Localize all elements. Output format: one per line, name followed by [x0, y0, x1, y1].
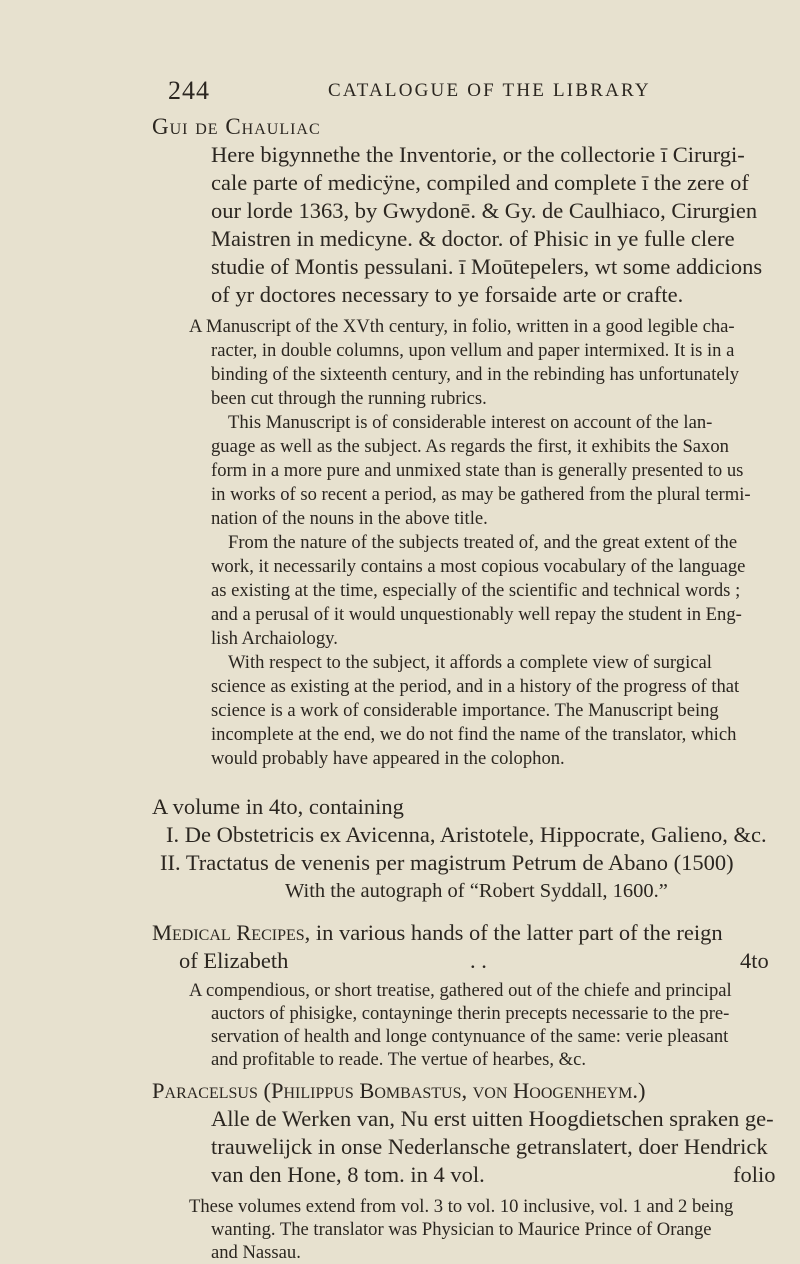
- description-line: and profitable to reade. The vertue of hearbes, &c.: [211, 1049, 586, 1070]
- description-line: and Nassau.: [211, 1242, 301, 1263]
- running-title: CATALOGUE OF THE LIBRARY: [328, 80, 651, 101]
- title-line: cale parte of medicÿne, compiled and complete ī the zere of: [211, 170, 749, 195]
- description-line: form in a more pure and unmixed state than is generally presented to us: [211, 460, 744, 481]
- description-line: lish Archaiology.: [211, 628, 338, 649]
- description-line: These volumes extend from vol. 3 to vol. 10 inclusive, vol. 1 and 2 being: [189, 1196, 734, 1217]
- content-item: II. Tractatus de venenis per magistrum Petrum de Abano (1500): [160, 850, 734, 875]
- entry-heading: Gui de Chauliac: [152, 114, 321, 139]
- format-label: folio: [733, 1162, 776, 1187]
- description-line: servation of health and longe contynuance of the same: verie pleasant: [211, 1026, 729, 1047]
- title-line: van den Hone, 8 tom. in 4 vol.: [211, 1162, 485, 1187]
- description-line: A compendious, or short treatise, gathered out of the chiefe and principal: [189, 980, 732, 1001]
- description-line: as existing at the time, especially of the scientific and technical words ;: [211, 580, 741, 601]
- description-line: incomplete at the end, we do not find the name of the translator, which: [211, 724, 737, 745]
- title-line: Alle de Werken van, Nu erst uitten Hoogdietschen spraken ge-: [211, 1106, 774, 1131]
- description-line: With respect to the subject, it affords a complete view of surgical: [228, 652, 712, 673]
- leader-dots: . .: [470, 948, 487, 973]
- title-line: our lorde 1363, by Gwydonē. & Gy. de Caulhiaco, Cirurgien: [211, 198, 758, 223]
- title-line: Here bigynnethe the Inventorie, or the collectorie ī Cirurgi-: [211, 142, 745, 167]
- entry-heading: A volume in 4to, containing: [152, 794, 404, 819]
- title-line: of yr doctores necessary to ye forsaide arte or crafte.: [211, 282, 684, 307]
- entry-heading: [152, 920, 723, 946]
- content-item: I. De Obstetricis ex Avicenna, Aristotele, Hippocrate, Galieno, &c.: [166, 822, 767, 847]
- autograph-note: With the autograph of “Robert Syddall, 1600.”: [285, 880, 668, 902]
- description-line: nation of the nouns in the above title.: [211, 508, 488, 529]
- description-line: guage as well as the subject. As regards the first, it exhibits the Saxon: [211, 436, 729, 457]
- description-line: binding of the sixteenth century, and in the rebinding has unfortunately: [211, 364, 740, 385]
- description-line: would probably have appeared in the colophon.: [211, 748, 565, 769]
- title-line: studie of Montis pessulani. ī Moūtepelers, wt some addicions: [211, 254, 763, 279]
- description-line: been cut through the running rubrics.: [211, 388, 487, 409]
- description-line: and a perusal of it would unquestionably well repay the student in Eng-: [211, 604, 742, 625]
- page-header: [168, 76, 788, 106]
- description-line: in works of so recent a period, as may be gathered from the plural termi-: [211, 484, 751, 505]
- description-line: science as existing at the period, and in a history of the progress of that: [211, 676, 740, 697]
- description-line: wanting. The translator was Physician to Maurice Prince of Orange: [211, 1219, 712, 1240]
- entry-heading: Paracelsus (Philippus Bombastus, von Hoogenheym.): [152, 1078, 646, 1103]
- description-line: work, it necessarily contains a most copious vocabulary of the language: [211, 556, 746, 577]
- description-line: From the nature of the subjects treated of, and the great extent of the: [228, 532, 738, 553]
- description-line: A Manuscript of the XVth century, in folio, written in a good legible cha-: [189, 316, 735, 337]
- entry-heading-line2: of Elizabeth: [179, 948, 289, 973]
- entry-heading-rest: , in various hands of the latter part of the reign: [304, 920, 723, 945]
- description-line: This Manuscript is of considerable interest on account of the lan-: [228, 412, 713, 433]
- page-number: 244: [168, 76, 210, 105]
- description-line: auctors of phisigke, contayninge therin precepts necessarie to the pre-: [211, 1003, 730, 1024]
- description-line: science is a work of considerable importance. The Manuscript being: [211, 700, 719, 721]
- entry-heading-name: Medical Recipes: [152, 920, 305, 945]
- title-line: trauwelijck in onse Nederlansche getranslatert, doer Hendrick: [211, 1134, 768, 1159]
- description-line: racter, in double columns, upon vellum and paper intermixed. It is in a: [211, 340, 735, 361]
- format-label: 4to: [740, 948, 769, 973]
- title-line: Maistren in medicyne. & doctor. of Phisic in ye fulle clere: [211, 226, 735, 251]
